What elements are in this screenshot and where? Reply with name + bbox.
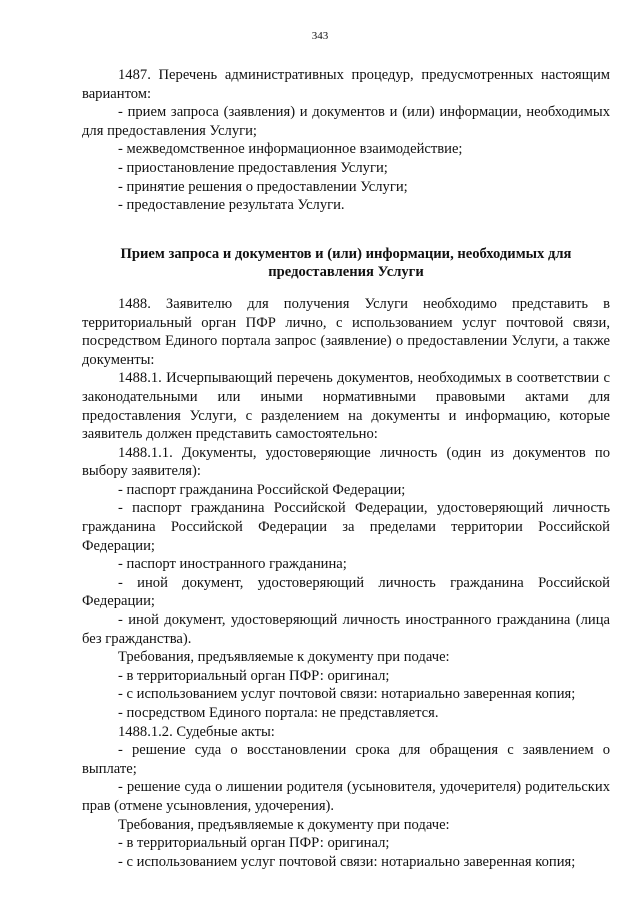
- requirements-title: Требования, предъявляемые к документу при подаче:: [118, 649, 450, 666]
- list-item: - паспорт гражданина Российской Федерации;: [118, 481, 406, 498]
- requirements-title: Требования, предъявляемые к документу при подаче:: [118, 816, 450, 833]
- requirement-item: - в территориальный орган ПФР: оригинал;: [118, 667, 390, 684]
- paragraph-1488-1-2: 1488.1.2. Судебные акты:: [118, 723, 275, 740]
- section-heading: Прием запроса и документов и (или) информации, необходимых для предоставления Услуги: [120, 245, 572, 281]
- list-item: - решение суда о лишении родителя (усыновителя, удочерителя) родительских прав (отмене усыновления, удочерения).: [82, 779, 610, 814]
- paragraph-1487: 1487. Перечень административных процедур, предусмотренных настоящим вариантом:: [82, 67, 610, 102]
- list-item: - прием запроса (заявления) и документов и (или) информации, необходимых для предоставления Услуги;: [82, 104, 610, 139]
- list-item: - межведомственное информационное взаимодействие;: [118, 141, 463, 158]
- list-item: - принятие решения о предоставлении Услуги;: [118, 178, 408, 195]
- document-body: [82, 66, 610, 871]
- list-item: - паспорт гражданина Российской Федерации, удостоверяющий личность гражданина Российской Федерации за пределами территории Российской Федерации;: [82, 500, 610, 554]
- list-item: - предоставление результата Услуги.: [118, 197, 345, 214]
- page-number: 343: [311, 30, 329, 42]
- list-item: - приостановление предоставления Услуги;: [118, 159, 388, 176]
- list-item: - решение суда о восстановлении срока для обращения с заявлением о выплате;: [82, 742, 610, 777]
- list-item: - иной документ, удостоверяющий личность иностранного гражданина (лица без гражданства).: [82, 612, 610, 647]
- requirement-item: - посредством Единого портала: не представляется.: [118, 705, 439, 721]
- paragraph-1488-1-1: 1488.1.1. Документы, удостоверяющие личность (один из документов по выбору заявителя):: [82, 444, 610, 480]
- paragraph-1488-1: 1488.1. Исчерпывающий перечень документов, необходимых в соответствии с законодательными или иными нормативными правовыми актами для предоставления Услуги, с разделением на документы и информацию, которые заявитель должен представить самостоятельно:: [82, 370, 610, 443]
- requirement-item: - с использованием услуг почтовой связи: нотариально заверенная копия;: [118, 686, 576, 703]
- requirement-item: - в территориальный орган ПФР: оригинал;: [118, 835, 390, 852]
- list-item: - паспорт иностранного гражданина;: [118, 556, 347, 573]
- list-item: - иной документ, удостоверяющий личность гражданина Российской Федерации;: [82, 574, 610, 610]
- requirement-item: - с использованием услуг почтовой связи: нотариально заверенная копия;: [118, 853, 576, 870]
- paragraph-1488: 1488. Заявителю для получения Услуги необходимо представить в территориальный орган ПФР лично, с использованием услуг почтовой связи, посредством Единого портала запрос (заявление) о предоставлении Услуги, а также документы:: [82, 295, 610, 368]
